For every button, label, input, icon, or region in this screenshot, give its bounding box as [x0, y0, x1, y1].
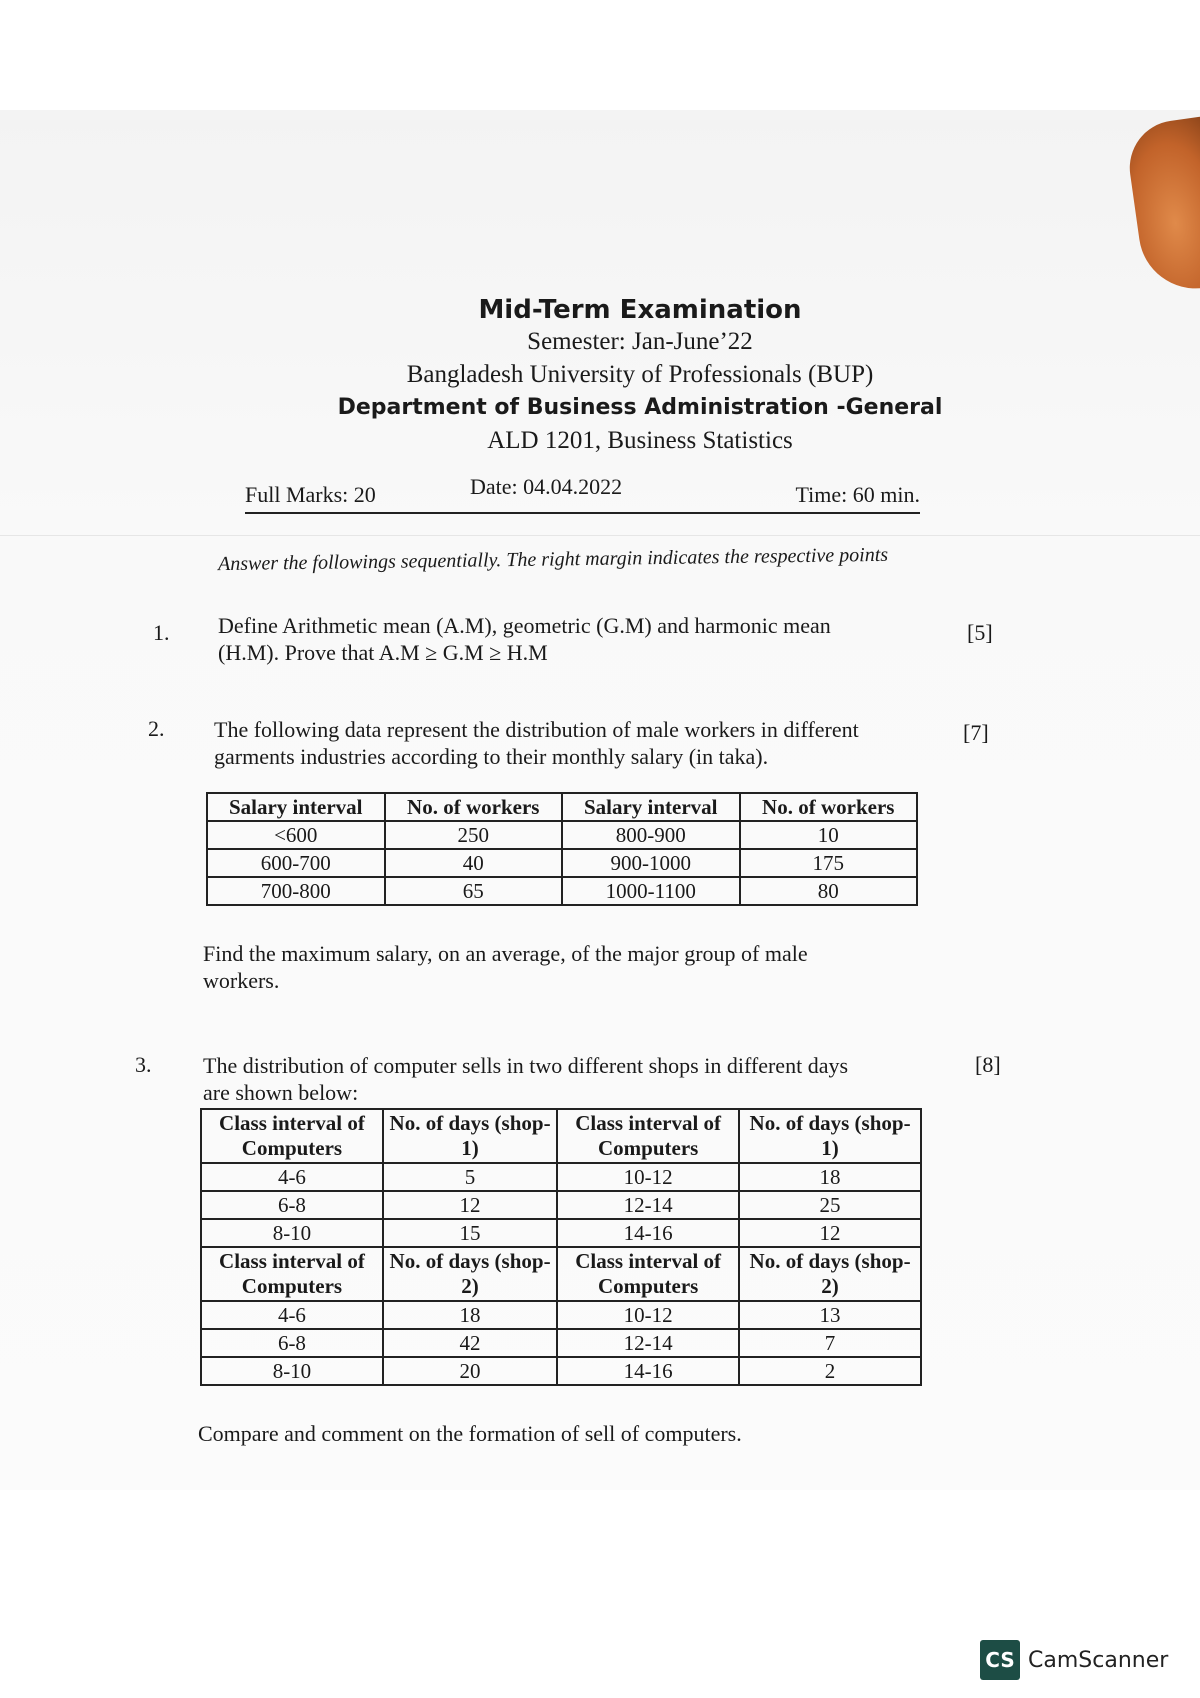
q2-line1: The following data represent the distribution of male workers in different — [214, 717, 859, 742]
table-cell: 14-16 — [557, 1357, 739, 1385]
q2-number: 2. — [148, 716, 165, 741]
shop1-header-row — [201, 1109, 921, 1163]
table-cell: 12-14 — [557, 1191, 739, 1219]
table-cell: 80 — [740, 877, 918, 905]
header-cell: Class interval of Computers — [557, 1247, 739, 1301]
course: ALD 1201, Business Statistics — [487, 427, 793, 454]
q2-text — [214, 716, 929, 770]
header-cell: No. of days (shop-1) — [383, 1109, 557, 1163]
table-row — [207, 877, 917, 905]
header-cell: Class interval of Computers — [201, 1247, 383, 1301]
table-cell: 8-10 — [201, 1219, 383, 1247]
table-cell: 4-6 — [201, 1163, 383, 1191]
table-cell: 18 — [383, 1301, 557, 1329]
header-cell: No. of days (shop-1) — [739, 1109, 921, 1163]
table-cell: 600-700 — [207, 849, 385, 877]
exam-meta-row — [245, 476, 920, 514]
q2-after-line2: workers. — [203, 968, 280, 993]
table-row — [201, 1301, 921, 1329]
q1-number: 1. — [153, 620, 170, 645]
q3-line2: are shown below: — [203, 1080, 359, 1105]
q3-text — [203, 1052, 933, 1106]
header-cell: No. of days (shop-2) — [739, 1247, 921, 1301]
paper-fold-line — [0, 535, 1200, 536]
q2-line2: garments industries according to their monthly salary (in taka). — [214, 744, 769, 769]
table-cell: 10-12 — [557, 1163, 739, 1191]
university: Bangladesh University of Professionals (BUP) — [406, 361, 874, 388]
exam-header — [0, 295, 1200, 457]
table-row — [207, 821, 917, 849]
table-row — [207, 849, 917, 877]
salary-table — [206, 792, 918, 906]
header-cell: Salary interval — [562, 793, 740, 821]
table-row — [201, 1191, 921, 1219]
table-cell: 65 — [385, 877, 563, 905]
table-cell: 25 — [739, 1191, 921, 1219]
table-cell: 4-6 — [201, 1301, 383, 1329]
q1-text — [218, 612, 918, 666]
table-cell: 5 — [383, 1163, 557, 1191]
department: Department of Business Administration -General — [337, 395, 943, 420]
q1-marks: [5] — [967, 620, 993, 645]
table-cell: 6-8 — [201, 1329, 383, 1357]
q3-marks: [8] — [975, 1052, 1001, 1077]
computer-sells-table — [200, 1108, 922, 1386]
q1-line2: (H.M). Prove that A.M ≥ G.M ≥ H.M — [218, 640, 548, 665]
q2-marks: [7] — [963, 720, 989, 745]
camscanner-text: CamScanner — [1028, 1647, 1169, 1673]
q3-line1: The distribution of computer sells in two different shops in different days — [203, 1053, 849, 1078]
header-cell: No. of days (shop-2) — [383, 1247, 557, 1301]
table-cell: 700-800 — [207, 877, 385, 905]
table-cell: 2 — [739, 1357, 921, 1385]
table-row — [201, 1163, 921, 1191]
q2-after-line1: Find the maximum salary, on an average, of the major group of male — [203, 941, 808, 966]
table-row — [201, 1219, 921, 1247]
table-row — [201, 1329, 921, 1357]
table-cell: 7 — [739, 1329, 921, 1357]
q2-followup — [203, 940, 923, 994]
table-cell: 12 — [383, 1191, 557, 1219]
q1-line1: Define Arithmetic mean (A.M), geometric (G.M) and harmonic mean — [218, 613, 831, 638]
table-cell: 1000-1100 — [562, 877, 740, 905]
table-cell: 15 — [383, 1219, 557, 1247]
header-cell: Class interval of Computers — [557, 1109, 739, 1163]
table-cell: 250 — [385, 821, 563, 849]
semester: Semester: Jan-June’22 — [527, 328, 753, 355]
exam-date: Date: 04.04.2022 — [470, 474, 623, 499]
exam-title: Mid-Term Examination — [478, 295, 802, 325]
table-cell: 12 — [739, 1219, 921, 1247]
table-cell: 900-1000 — [562, 849, 740, 877]
table-cell: 8-10 — [201, 1357, 383, 1385]
shop2-header-row — [201, 1247, 921, 1301]
header-cell: Class interval of Computers — [201, 1109, 383, 1163]
header-cell: Salary interval — [207, 793, 385, 821]
table-cell: 20 — [383, 1357, 557, 1385]
table-cell: 13 — [739, 1301, 921, 1329]
table-cell: 10-12 — [557, 1301, 739, 1329]
instruction: Answer the followings sequentially. The right margin indicates the respective points — [217, 543, 889, 576]
table-cell: 14-16 — [557, 1219, 739, 1247]
table-cell: <600 — [207, 821, 385, 849]
table-cell: 42 — [383, 1329, 557, 1357]
header-cell: No. of workers — [385, 793, 563, 821]
table-cell: 10 — [740, 821, 918, 849]
q3-followup: Compare and comment on the formation of sell of computers. — [198, 1421, 742, 1446]
table-cell: 6-8 — [201, 1191, 383, 1219]
exam-time: Time: 60 min. — [795, 482, 920, 507]
camscanner-watermark — [980, 1640, 1168, 1680]
table-cell: 18 — [739, 1163, 921, 1191]
table-cell: 12-14 — [557, 1329, 739, 1357]
table-header-row — [207, 793, 917, 821]
table-cell: 40 — [385, 849, 563, 877]
header-cell: No. of workers — [740, 793, 918, 821]
table-row — [201, 1357, 921, 1385]
table-cell: 800-900 — [562, 821, 740, 849]
table-cell: 175 — [740, 849, 918, 877]
full-marks: Full Marks: 20 — [245, 482, 376, 507]
q3-number: 3. — [135, 1052, 152, 1077]
camscanner-logo-icon: CS — [980, 1640, 1020, 1680]
